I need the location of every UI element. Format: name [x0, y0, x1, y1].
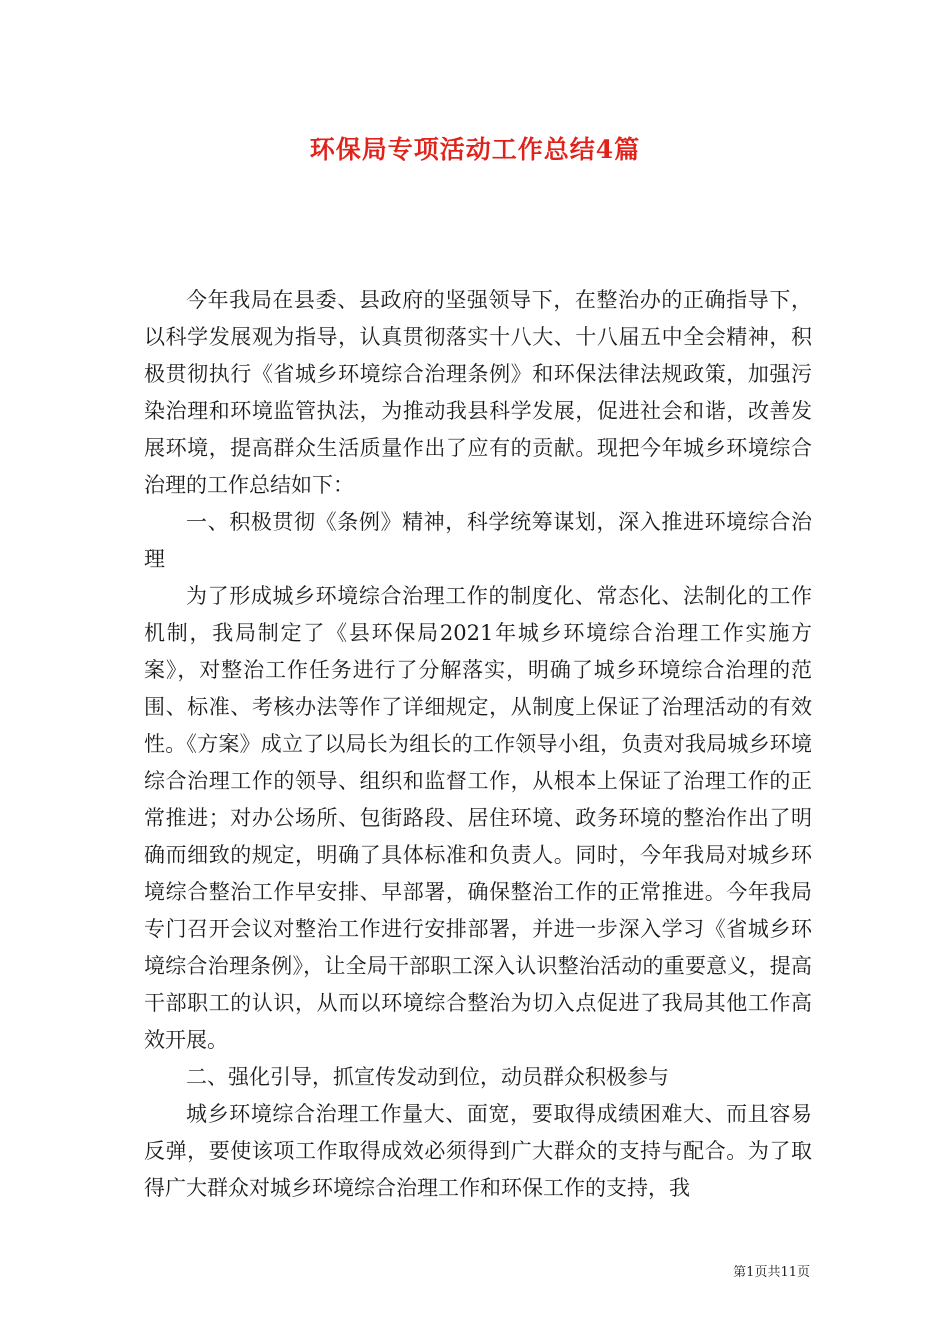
document-title: 环保局专项活动工作总结4篇: [309, 135, 641, 164]
paragraph-intro: 今年我局在县委、县政府的坚强领导下，在整治办的正确指导下，以科学发展观为指导，认真贯彻落实十八大、十八届五中全会精神，积极贯彻执行《省城乡环境综合治理条例》和环保法律法规政策，加强污染治理和环境监管执法，为推动我县科学发展，促进社会和谐，改善发展环境，提高群众生活质量作出了应有的贡献。现把今年城乡环境综合治理的工作总结如下：: [144, 288, 812, 497]
paragraph-section-1: 为了形成城乡环境综合治理工作的制度化、常态化、法制化的工作机制，我局制定了《县环保局2021年城乡环境综合治理工作实施方案》，对整治工作任务进行了分解落实，明确了城乡环境综合治理的范围、标准、考核办法等作了详细规定，从制度上保证了治理活动的有效性。《方案》成立了以局长为组长的工作领导小组，负责对我局城乡环境综合治理工作的领导、组织和监督工作，从根本上保证了治理工作的正常推进；对办公场所、包街路段、居住环境、政务环境的整治作出了明确而细致的规定，明确了具体标准和负责人。同时，今年我局对城乡环境综合整治工作早安排、早部署，确保整治工作的正常推进。今年我局专门召开会议对整治工作进行安排部署，并进一步深入学习《省城乡环境综合治理条例》，让全局干部职工深入认识整治活动的重要意义，提高干部职工的认识，从而以环境综合整治为切入点促进了我局其他工作高效开展。: [144, 584, 812, 1052]
page-number: 第1页共11页: [733, 1265, 810, 1280]
section-heading-2: 二、强化引导，抓宣传发动到位，动员群众积极参与: [186, 1065, 669, 1089]
paragraph-section-2: 城乡环境综合治理工作量大、面宽，要取得成绩困难大、而且容易反弹，要使该项工作取得成效必须得到广大群众的支持与配合。为了取得广大群众对城乡环境综合治理工作和环保工作的支持，我: [144, 1102, 812, 1200]
section-heading-1: 一、积极贯彻《条例》精神，科学统筹谋划，深入推进环境综合治理: [144, 510, 812, 571]
document-body: [144, 282, 812, 1207]
